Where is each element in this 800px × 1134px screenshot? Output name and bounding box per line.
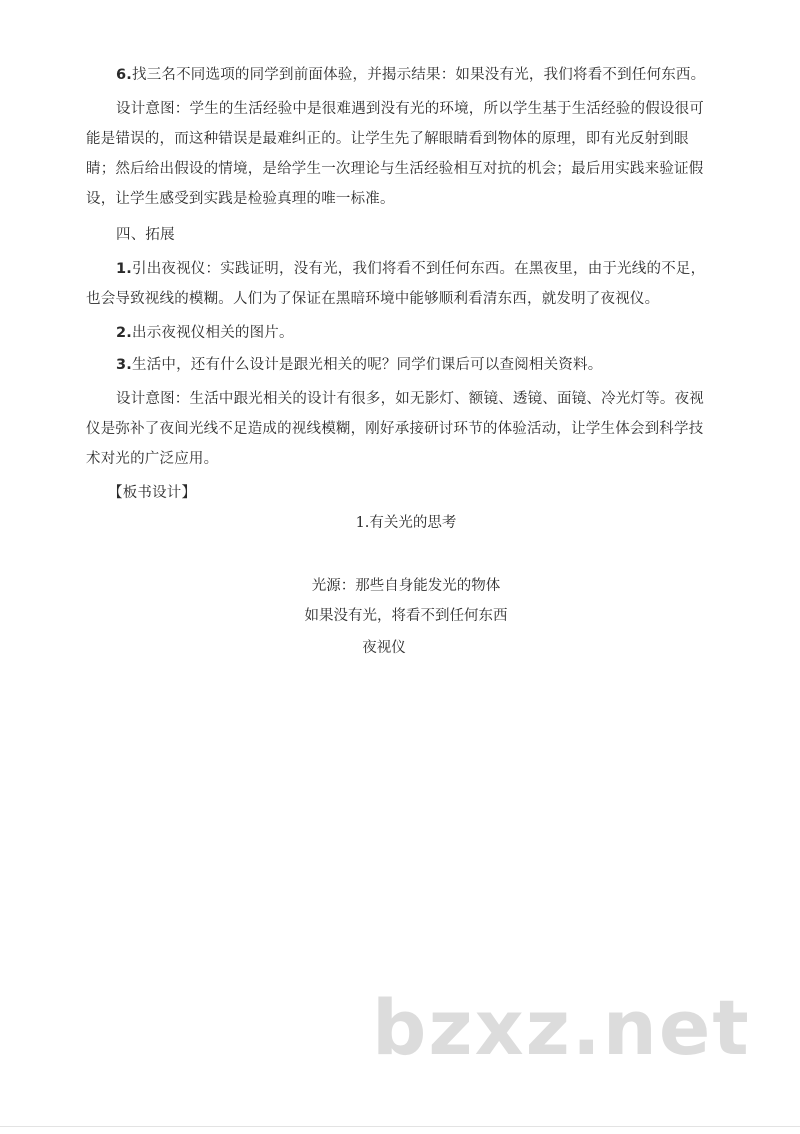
paragraph-text: 引出夜视仪：实践证明，没有光，我们将看不到任何东西。在黑夜里，由于光线的不足，也会导致视线的模糊。人们为了保证在黑暗环境中能够顺利看清东西，就发明了夜视仪。 xyxy=(86,261,706,307)
section-heading-extension: 四、拓展 xyxy=(116,227,175,243)
paragraph-item-3 xyxy=(86,350,714,380)
page-edge-divider xyxy=(0,1126,800,1127)
paragraph-number: 2. xyxy=(116,325,132,341)
paragraph-number: 6. xyxy=(116,67,132,83)
paragraph-step-6 xyxy=(86,60,714,90)
paragraph-item-2 xyxy=(86,318,714,348)
board-title xyxy=(6,512,800,534)
paragraph-text: 出示夜视仪相关的图片。 xyxy=(132,325,294,341)
design-intent-paragraph-2: 设计意图：生活中跟光相关的设计有很多，如无影灯、额镜、透镜、面镜、冷光灯等。夜视仪是弥补了夜间光线不足造成的视线模糊，刚好承接研讨环节的体验活动，让学生体会到科学技术对光的广泛应用。 xyxy=(86,391,704,467)
paragraph-number: 1. xyxy=(116,261,132,277)
paragraph-number: 3. xyxy=(116,357,132,373)
board-line-light-source: 光源：那些自身能发光的物体 xyxy=(311,578,501,594)
paragraph-item-1 xyxy=(86,254,714,314)
board-line-no-light: 如果没有光，将看不到任何东西 xyxy=(304,608,508,624)
watermark-logo: bzxz.net xyxy=(372,983,751,1072)
paragraph-text: 生活中，还有什么设计是跟光相关的呢？同学们课后可以查阅相关资料。 xyxy=(132,357,603,373)
design-intent-paragraph-1: 设计意图：学生的生活经验中是很难遇到没有光的环境，所以学生基于生活经验的假设很可能是错误的，而这种错误是最难纠正的。让学生先了解眼睛看到物体的原理，即有光反射到眼睛；然后给出假设的情境，是给学生一次理论与生活经验相互对抗的机会；最后用实践来验证假设，让学生感受到实践是检验真理的唯一标准。 xyxy=(86,101,704,207)
board-design-heading: 【板书设计】 xyxy=(108,485,197,501)
board-title-text: 1.有关光的思考 xyxy=(355,515,457,531)
board-line-night-vision: 夜视仪 xyxy=(362,640,406,656)
paragraph-text: 找三名不同选项的同学到前面体验，并揭示结果：如果没有光，我们将看不到任何东西。 xyxy=(132,67,706,83)
